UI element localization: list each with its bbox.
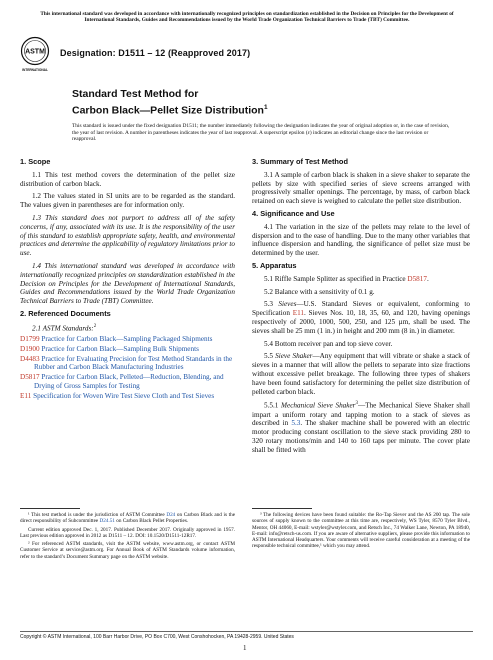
- reference-title-link[interactable]: Practice for Carbon Black—Sampling Packaged Shipments: [41, 334, 213, 343]
- footnote-rule-left: [20, 508, 80, 509]
- title-line-2: Carbon Black—Pellet Size Distribution$^1$: [72, 104, 268, 117]
- para-1-2: 1.2 The values stated in SI units are to be regarded as the standard. The values given in parentheses are for information only.: [20, 192, 235, 210]
- designation: Designation: D1511 – 12 (Reapproved 2017): [60, 48, 251, 58]
- footnote-2: ² For referenced ASTM standards, visit the ASTM website, www.astm.org, or contact ASTM Customer Service at service@astm.org. For Annual Book of ASTM Standards volume information, refer to the standard’s Document Summary page on the ASTM website.: [20, 541, 235, 560]
- link-d24[interactable]: D24: [166, 512, 176, 518]
- logo-text: ASTM: [25, 48, 45, 56]
- reference-code-link[interactable]: D1799: [20, 334, 40, 343]
- footer-rule: [20, 631, 473, 632]
- section-heading-apparatus: 5. Apparatus: [252, 260, 297, 270]
- section-heading-referenced-documents: 2. Referenced Documents: [20, 308, 111, 318]
- para-3-1: 3.1 A sample of carbon black is shaken in a sieve shaker to separate the pellets by size with specified series of sieve screens arranged with progressively smaller openings. The percentage, by mass, of carbon black retained on each sieve is weighed to calculate the pellet size distribution.: [252, 170, 470, 206]
- reference-code-link[interactable]: D5817: [20, 373, 40, 382]
- para-1-1: 1.1 This test method covers the determination of the pellet size distribution of carbon black.: [20, 170, 235, 188]
- para-1-4: 1.4 This international standard was developed in accordance with internationally recognized principles on standardization established in the Decision on Principles for the Development of International Standards, Guides and Recommendations issued by the World Trade Organization Technical Barriers to Trade (TBT) Committee.: [20, 261, 235, 306]
- reference-title-link[interactable]: Specification for Woven Wire Test Sieve Cloth and Test Sieves: [33, 391, 215, 400]
- document-title: [72, 88, 268, 118]
- reference-title-link[interactable]: Practice for Carbon Black, Pelleted—Reduction, Blending, and Drying of Gross Samples for Testing: [34, 373, 224, 390]
- title-line-1: Standard Test Method for: [72, 88, 199, 100]
- issued-note: This standard is issued under the fixed designation D1511; the number immediately following the designation indicates the year of original adoption or, in the case of revision, the year of last revision. A number in parentheses indicates the year of last reapproval. A superscript epsilon (ε) indicates an editorial change since the last revision or reapproval.: [72, 123, 450, 143]
- reference-item: [20, 392, 235, 401]
- para-1-3: 1.3 This standard does not purport to address all of the safety concerns, if any, associated with its use. It is the responsibility of the user of this standard to establish appropriate safety, health, and environmental practices and determine the applicability of regulatory limitations prior to use.: [20, 213, 235, 258]
- reference-title-link[interactable]: Practice for Carbon Black—Sampling Bulk Shipments: [41, 344, 199, 353]
- reference-list: [20, 335, 235, 401]
- para-5-5: 5.5 Sieve Shaker—Any equipment that will vibrate or shake a stack of sieves in a manner that will allow the pellets to separate into size fractions without excessive pellet breakage. The following three types of shakers have been found satisfactory for determining the pellet size distribution of pelleted carbon black.: [252, 352, 470, 396]
- copyright-line: Copyright © ASTM International, 100 Barr Harbor Drive, PO Box C700, West Conshohocken, PA 19428-2959. United States: [20, 634, 294, 640]
- link-5-3[interactable]: 5.3: [291, 419, 301, 428]
- reference-code-link[interactable]: E11: [20, 391, 32, 400]
- para-5-3: 5.3 Sieves—U.S. Standard Sieves or equivalent, conforming to Specification E11. Sieves Nos. 10, 18, 35, 60, and 120, having openings respectively of 2000, 1000, 500, 250, and 125 µm, shall be used. The sieves shall be 25 mm (1 in.) in height and 200 mm (8 in.) in diameter.: [252, 300, 470, 335]
- section-heading-significance: 4. Significance and Use: [252, 208, 335, 218]
- reference-item: [20, 345, 235, 354]
- reference-code-link[interactable]: D1900: [20, 344, 40, 353]
- development-notice: This international standard was developed in accordance with internationally recognized principles on standardization established in the Decision on Principles for the Development of International Standards, Guides and Recommendations issued by the World Trade Organization Technical Barriers to Trade (TBT) Committee.: [40, 11, 454, 24]
- right-column: [252, 155, 470, 459]
- footnote-1: ¹ This test method is under the jurisdiction of ASTM Committee D24 on Carbon Black and is the direct responsibility of Subcommittee D24.51 on Carbon Black Pellet Properties.: [20, 512, 235, 525]
- section-heading-scope: 1. Scope: [20, 157, 51, 166]
- para-4-1: 4.1 The variation in the size of the pellets may relate to the level of dispersion and to the ease of handling. Due to the many other variables that influence dispersion and handling, the significance of pellet size must be determined by the user.: [252, 222, 470, 258]
- left-column: [20, 155, 235, 402]
- logo-subtext: INTERNATIONAL: [22, 68, 48, 72]
- para-5-1: 5.1 Riffle Sample Splitter as specified in Practice D5817.: [264, 274, 429, 283]
- footnotes-left: [20, 512, 235, 562]
- reference-item: [20, 335, 235, 344]
- page-number: 1: [243, 644, 247, 652]
- title-footnote-mark: 1: [263, 104, 268, 111]
- reference-item: [20, 355, 235, 373]
- footnotes-right: [252, 512, 470, 552]
- para-5-4: 5.4 Bottom receiver pan and top sieve cover.: [264, 339, 393, 348]
- para-5-5-1: 5.5.1 Mechanical Sieve Shaker$^3$—The Mechanical Sieve Shaker shall impart a uniform rotary and tapping motion to a stack of sieves as described in 5.3. The shaker machine shall be powered with an electric motor producing constant oscillation to the sieve stack providing 280 to 320 rotary motions/min and 140 to 160 taps per minute. The cover plate shall be fitted with: [252, 401, 471, 454]
- footnote-3: ³ The following devices have been found suitable: the Ro-Tap Siever and the AS 200 tap. The sole sources of supply known to the committee at this time are, respectively, WS Tyler, 8570 Tyler Blvd., Mentor, OH 44060, E-mail: wstyler@wstyler.com, and Retsch Inc., 74 Walker Lane, Newton, PA 18940, E-mail: info@retsch-us.com. If you are aware of alternative suppliers, please provide this information to ASTM International Headquarters. Your comments will receive careful consideration at a meeting of the responsible technical committee,¹ which you may attend.: [252, 512, 470, 550]
- reference-title-link[interactable]: Practice for Evaluating Precision for Test Method Standards in the Rubber and Carbon Black Manufacturing Industries: [34, 354, 233, 372]
- reference-item: [20, 373, 235, 391]
- link-d24-51[interactable]: D24.51: [99, 518, 115, 525]
- footnote-1-edition: Current edition approved Dec. 1, 2017. Published December 2017. Originally approved in 1957. Last previous edition approved in 2012 as D1511 – 12. DOI: 10.1520/D1511-12R17.: [20, 526, 235, 539]
- link-e11[interactable]: E11: [292, 309, 304, 318]
- astm-logo: [20, 36, 50, 74]
- reference-code-link[interactable]: D4483: [20, 354, 40, 363]
- para-2-1: 2.1 ASTM Standards:$^2$: [32, 323, 97, 333]
- link-d5817[interactable]: D5817: [407, 274, 427, 283]
- footnote-rule-right: [252, 508, 312, 509]
- section-heading-summary: 3. Summary of Test Method: [252, 157, 348, 166]
- para-5-2: 5.2 Balance with a sensitivity of 0.1 g.: [264, 287, 375, 296]
